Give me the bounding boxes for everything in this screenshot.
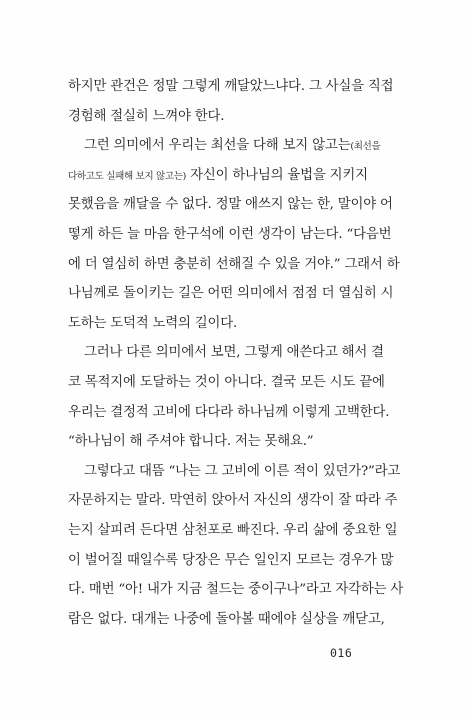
text-line: 못했음을 깨달을 수 없다. 정말 애쓰지 않는 한, 말이야 어 xyxy=(68,197,393,213)
parenthetical-note: (최선을 xyxy=(350,141,381,153)
text-line: 떻게 하든 늘 마음 한구석에 이런 생각이 남는다. “다음번 xyxy=(68,226,392,242)
text-line: 자문하지는 말라. 막연히 앉아서 자신의 생각이 잘 따라 주 xyxy=(68,493,398,509)
text-line: 람은 없다. 대개는 나중에 돌아볼 때에야 실상을 깨닫고, xyxy=(68,611,385,627)
parenthetical-note: 다하고도 실패해 보지 않고는) xyxy=(68,170,187,182)
text-line: 그렇다고 대뜸 “나는 그 고비에 이른 적이 있던가?”라고 xyxy=(84,463,401,479)
text-line xyxy=(68,131,402,161)
text-line: 우리는 결정적 고비에 다다라 하나님께 이렇게 고백한다. xyxy=(68,404,390,420)
body-text xyxy=(68,72,402,634)
text-line: 하지만 관건은 정말 그렇게 깨달았느냐다. 그 사실을 직접 xyxy=(68,79,394,94)
text-line: “하나님이 해 주셔야 합니다. 저는 못해요.” xyxy=(68,434,314,450)
text-line: 에 더 열심히 하면 충분히 선해질 수 있을 거야.” 그래서 하 xyxy=(68,256,400,272)
page-number: 016 xyxy=(330,646,353,660)
text-line: 그러나 다른 의미에서 보면, 그렇게 애쓴다고 해서 결 xyxy=(84,345,384,361)
text-line: 나님께로 돌이키는 길은 어떤 의미에서 점점 더 열심히 시 xyxy=(68,286,394,302)
text-line: 이 벌어질 때일수록 당장은 무슨 일인지 모르는 경우가 많 xyxy=(68,552,394,568)
text-line: 코 목적지에 도달하는 것이 아니다. 결국 모든 시도 끝에 xyxy=(68,374,385,390)
text-line: 도하는 도덕적 노력의 길이다. xyxy=(68,315,238,331)
paragraph-text: 자신이 하나님의 율법을 지키지 xyxy=(186,167,368,183)
text-line: 다. 매번 “아! 내가 지금 철드는 중이구나”라고 자각하는 사 xyxy=(68,582,404,598)
text-line: 경험해 절실히 느껴야 한다. xyxy=(68,108,225,124)
text-line xyxy=(68,161,402,191)
paragraph-text: 그런 의미에서 우리는 최선을 다해 보지 않고는 xyxy=(84,138,351,154)
text-line: 는지 살피려 든다면 삼천포로 빠진다. 우리 삶에 중요한 일 xyxy=(68,522,398,538)
